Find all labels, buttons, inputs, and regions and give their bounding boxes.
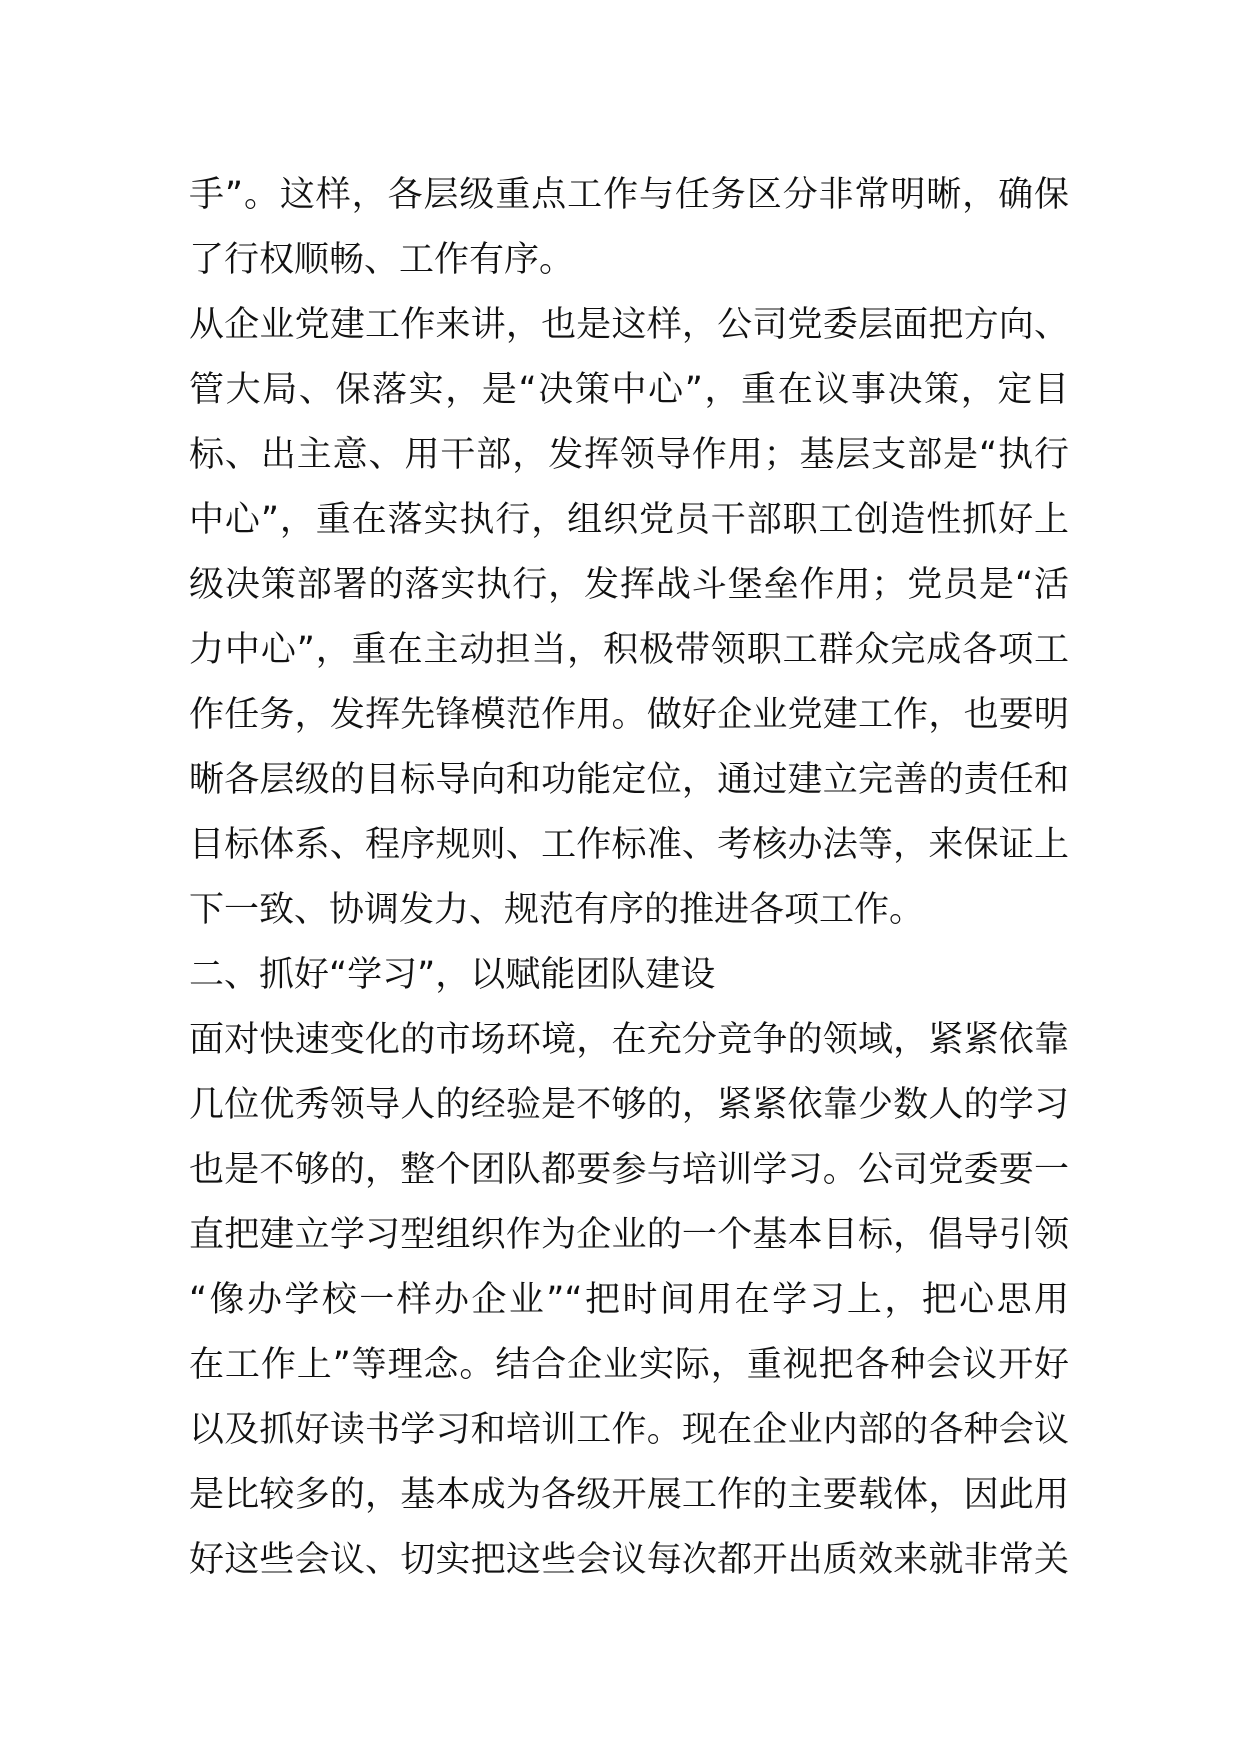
- text-line: 级决策部署的落实执行，发挥战斗堡垒作用；党员是“活: [189, 565, 1069, 605]
- text-line: 中心”，重在落实执行，组织党员干部职工创造性抓好上: [189, 500, 1069, 540]
- text-line: 作任务，发挥先锋模范作用。做好企业党建工作，也要明: [189, 695, 1069, 735]
- text-line: 在工作上”等理念。结合企业实际，重视把各种会议开好: [189, 1345, 1069, 1385]
- text-line: 力中心”，重在主动担当，积极带领职工群众完成各项工: [189, 630, 1069, 670]
- text-line: 直把建立学习型组织作为企业的一个基本目标，倡导引领: [189, 1215, 1069, 1255]
- text-line: 管大局、保落实，是“决策中心”，重在议事决策，定目: [189, 370, 1069, 410]
- text-line: “像办学校一样办企业”“把时间用在学习上，把心思用: [189, 1280, 1069, 1320]
- text-line: 二、抓好“学习”，以赋能团队建设: [189, 955, 716, 995]
- text-line: 面对快速变化的市场环境，在充分竞争的领域，紧紧依靠: [189, 1020, 1069, 1060]
- text-line: 晰各层级的目标导向和功能定位，通过建立完善的责任和: [189, 760, 1069, 800]
- document-body: [189, 163, 1069, 1593]
- text-line: 好这些会议、切实把这些会议每次都开出质效来就非常关: [189, 1540, 1069, 1580]
- text-line: 标、出主意、用干部，发挥领导作用；基层支部是“执行: [189, 435, 1069, 475]
- text-line: 几位优秀领导人的经验是不够的，紧紧依靠少数人的学习: [189, 1085, 1069, 1125]
- text-line: 下一致、协调发力、规范有序的推进各项工作。: [189, 890, 925, 930]
- text-line: 也是不够的，整个团队都要参与培训学习。公司党委要一: [189, 1150, 1069, 1190]
- text-line: 了行权顺畅、工作有序。: [189, 240, 575, 280]
- text-line: 目标体系、程序规则、工作标准、考核办法等，来保证上: [189, 825, 1069, 865]
- text-line: 手”。这样，各层级重点工作与任务区分非常明晰，确保: [189, 175, 1069, 215]
- text-line: 是比较多的，基本成为各级开展工作的主要载体，因此用: [189, 1475, 1069, 1515]
- text-line: 以及抓好读书学习和培训工作。现在企业内部的各种会议: [189, 1410, 1069, 1450]
- text-line: 从企业党建工作来讲，也是这样，公司党委层面把方向、: [189, 305, 1069, 345]
